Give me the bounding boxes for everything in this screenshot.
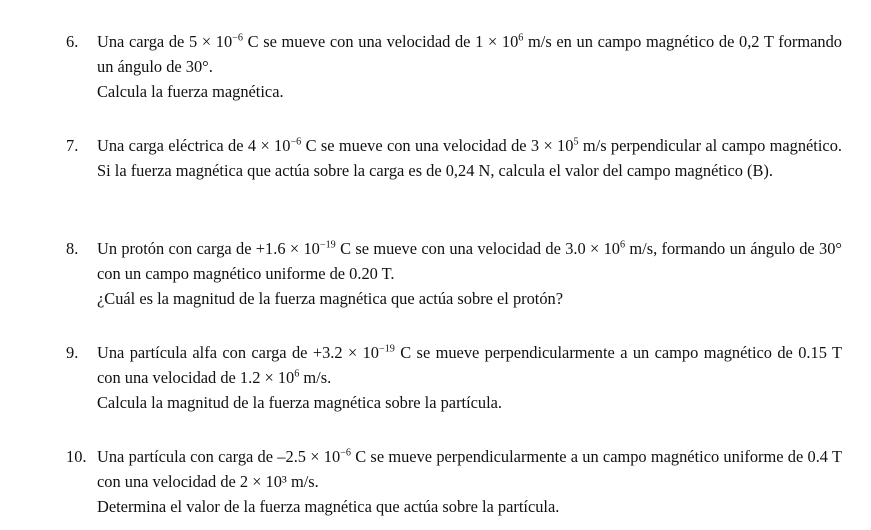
problem-question: Calcula la magnitud de la fuerza magnética sobre la partícula.	[97, 393, 503, 412]
exponent: 6	[294, 368, 300, 380]
problem-question: ¿Cuál es la magnitud de la fuerza magnética que actúa sobre el protón?	[97, 289, 564, 308]
problem-7	[66, 133, 842, 183]
problem-body	[97, 29, 842, 104]
problem-body	[97, 236, 842, 311]
problem-question: Determina el valor de la fuerza magnética que actúa sobre la partícula.	[97, 497, 560, 516]
exponent: −19	[319, 239, 336, 251]
problem-statement	[97, 340, 842, 390]
exponent: −6	[232, 32, 243, 44]
problem-number: 10.	[66, 447, 87, 466]
problem-6	[66, 29, 842, 104]
problem-number: 8.	[66, 239, 79, 258]
problem-question: Calcula la fuerza magnética.	[97, 82, 284, 101]
exponent: 6	[619, 239, 626, 251]
statement-text: m/s perpendicular al campo magnético. Si la fuerza magnética que actúa sobre la carga es de 0,24 N, calcula el valor del campo magnético (B).	[97, 136, 842, 180]
problem-8	[66, 236, 842, 311]
statement-text: Un protón con carga de +1.6 × 10	[97, 239, 320, 258]
problem-statement	[97, 133, 842, 183]
problem-statement	[97, 29, 842, 79]
statement-text: C se mueve perpendicularmente a un campo magnético uniforme de 0.4 T con una velocidad de 2 × 10³ m/s.	[97, 447, 842, 491]
exponent: −19	[378, 343, 395, 355]
problem-body	[97, 340, 842, 415]
exponent: −6	[290, 136, 302, 148]
statement-text: Una carga de 5 × 10	[97, 32, 233, 51]
exponent: 6	[518, 32, 524, 44]
statement-text: Una carga eléctrica de 4 × 10	[97, 136, 291, 155]
statement-text: m/s.	[299, 368, 332, 387]
exponent: 5	[573, 136, 579, 148]
statement-text: Una partícula alfa con carga de +3.2 × 10	[97, 343, 379, 362]
statement-text: m/s, formando un ángulo de 30° con un campo magnético uniforme de 0.20 T.	[97, 239, 842, 283]
statement-text: C se mueve perpendicularmente a un campo magnético de 0.15 T con una velocidad de 1.2 × 10	[97, 343, 842, 387]
problem-statement	[97, 236, 842, 286]
statement-text: C se mueve con una velocidad de 3 × 10	[301, 136, 574, 155]
problem-number: 9.	[66, 343, 79, 362]
problem-number: 6.	[66, 32, 79, 51]
problem-statement	[97, 444, 842, 494]
statement-text: C se mueve con una velocidad de 1 × 10	[242, 32, 519, 51]
exponent: −6	[340, 447, 351, 459]
problem-body	[97, 133, 842, 183]
statement-text: C se mueve con una velocidad de 3.0 × 10	[335, 239, 620, 258]
problem-10	[66, 444, 842, 519]
problem-number: 7.	[66, 136, 79, 155]
statement-text: m/s en un campo magnético de 0,2 T formando un ángulo de 30°.	[97, 32, 842, 76]
problem-9	[66, 340, 842, 415]
statement-text: Una partícula con carga de –2.5 × 10	[97, 447, 341, 466]
problem-body	[97, 444, 842, 519]
